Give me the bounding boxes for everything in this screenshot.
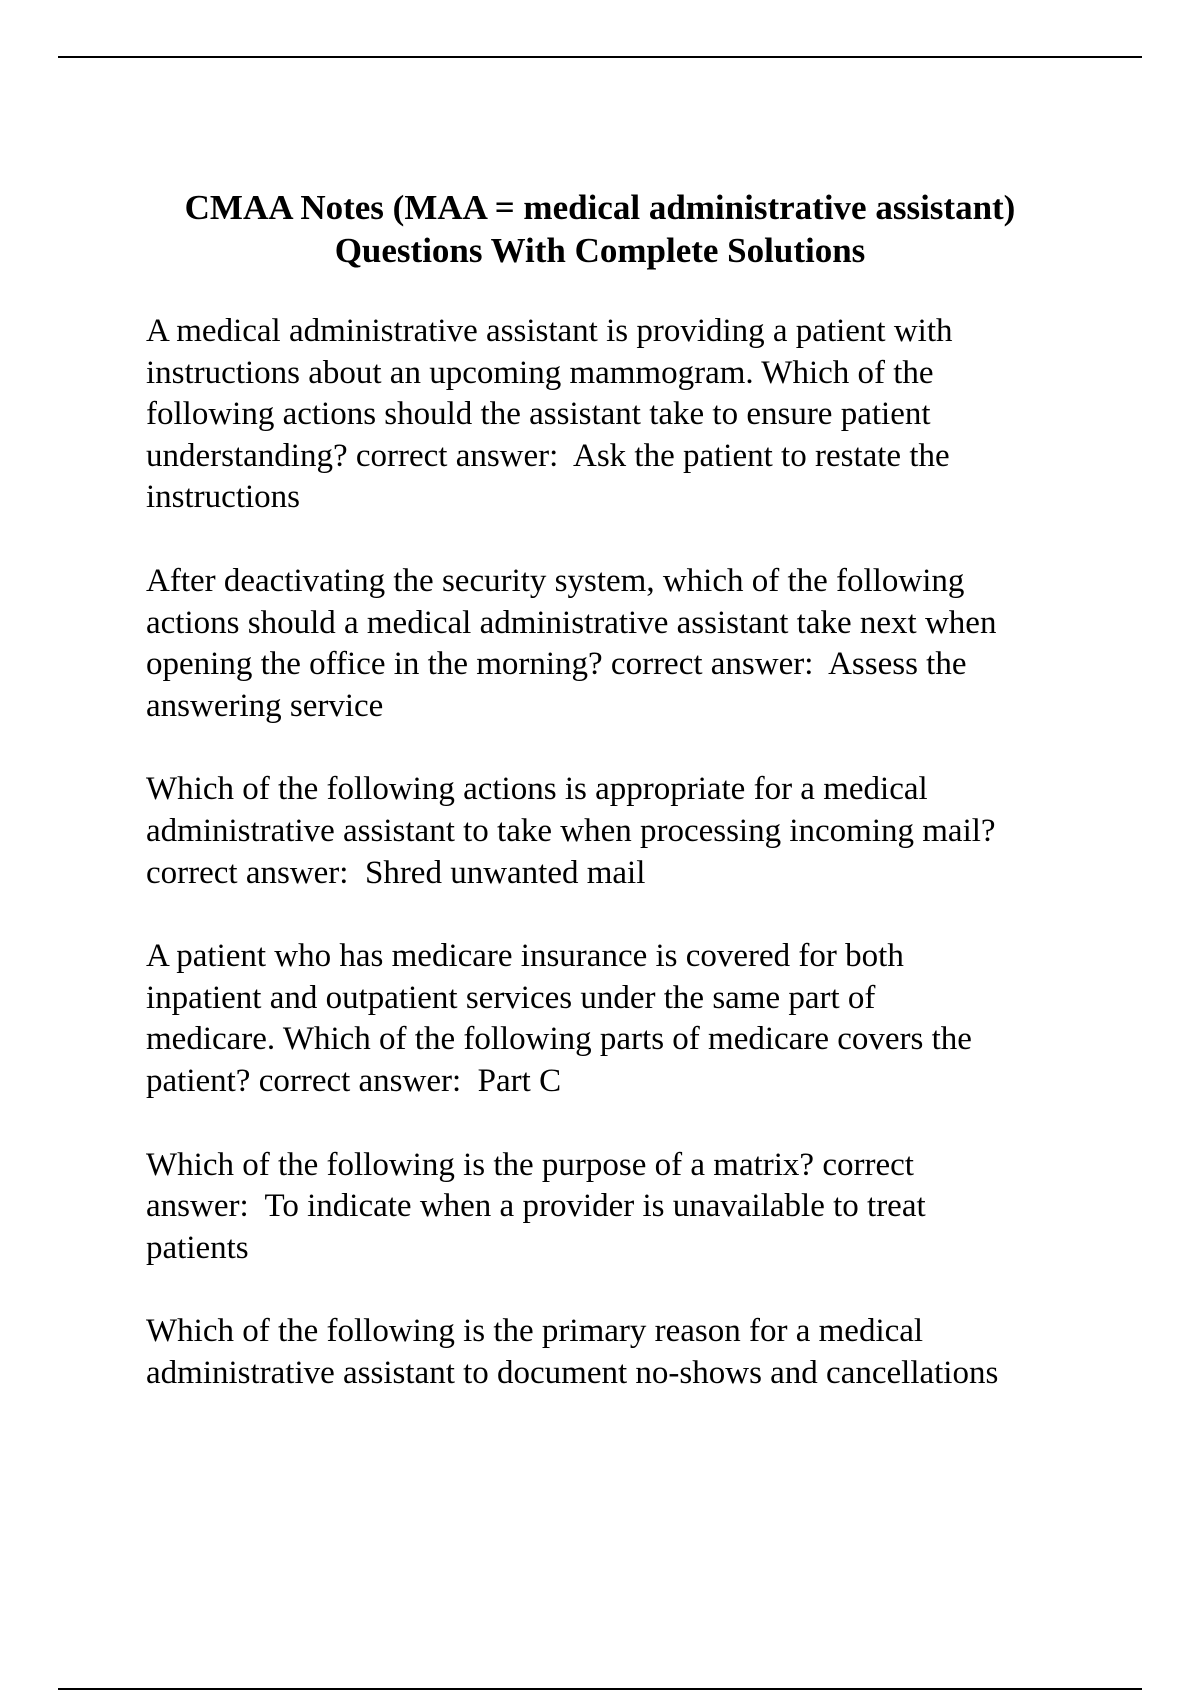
- qa-entry-6: Which of the following is the primary reason for a medical administrative assistant to document no-shows and cancellations: [146, 1313, 999, 1391]
- bottom-rule: [58, 1688, 1142, 1690]
- qa-entry-3: Which of the following actions is appropriate for a medical administrative assistant to take when processing incoming mail? correct answer: Shred unwanted mail: [146, 771, 996, 891]
- qa-entry-4: A patient who has medicare insurance is covered for both inpatient and outpatient services under the same part of medicare. Which of the following parts of medicare covers the patient? correct answer: Part C: [146, 938, 972, 1099]
- document-title: [100, 186, 1100, 272]
- document-body: [146, 311, 1146, 1436]
- top-rule: [58, 56, 1142, 58]
- qa-entry-2: After deactivating the security system, which of the following actions should a medical administrative assistant take next when opening the office in the morning? correct answer: Assess the answering service: [146, 562, 997, 724]
- qa-entry-5: Which of the following is the purpose of a matrix? correct answer: To indicate when a provider is unavailable to treat patients: [146, 1146, 926, 1266]
- title-line-2: Questions With Complete Solutions: [334, 231, 866, 270]
- title-line-1: CMAA Notes (MAA = medical administrative assistant): [184, 188, 1016, 227]
- qa-entry-1: A medical administrative assistant is providing a patient with instructions about an upcoming mammogram. Which of the following actions should the assistant take to ensure patient understanding? correct answer: Ask the patient to restate the instructions: [146, 313, 953, 516]
